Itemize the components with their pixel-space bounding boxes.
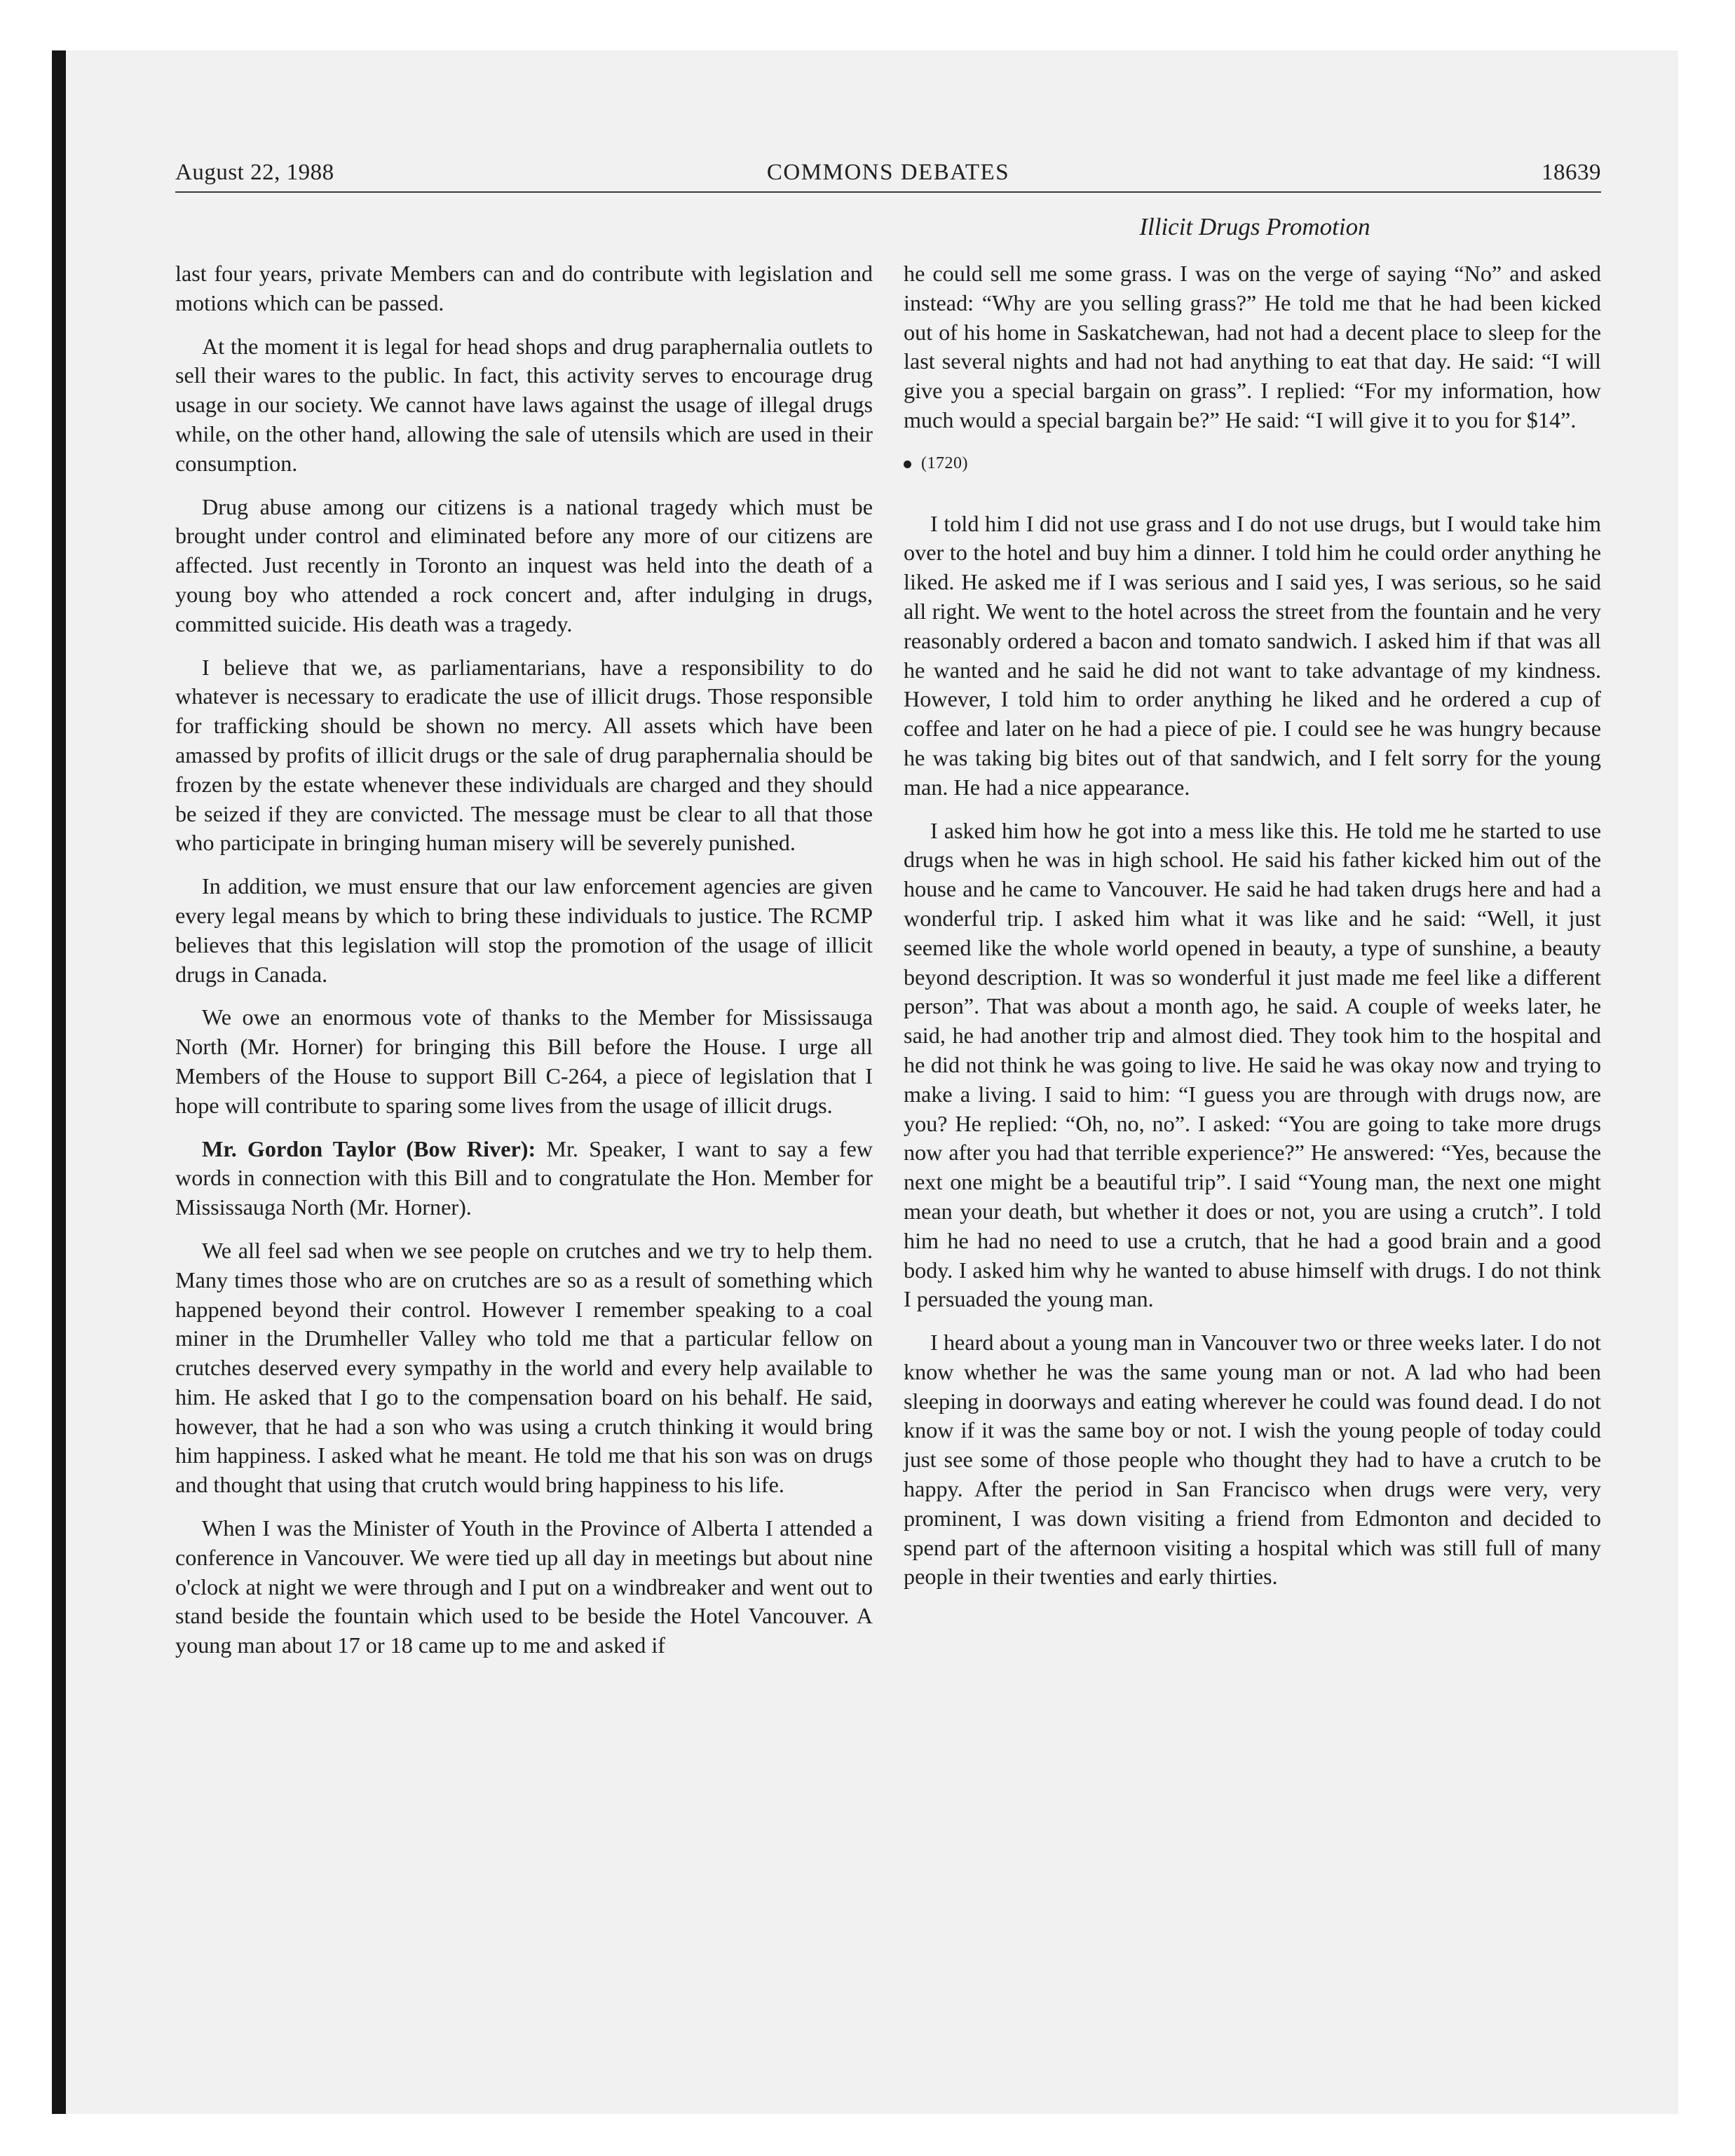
speaker-name: Mr. Gordon Taylor (Bow River): [202,1135,536,1161]
speaker-paragraph [175,1135,873,1222]
time-marker [904,449,1601,479]
header-date: August 22, 1988 [175,160,334,185]
paragraph: In addition, we must ensure that our law enforcement agencies are given every legal means by which to bring these individuals to justice. The RCMP believes that this legislation will stop the promotion of the usage of illicit drugs in Canada. [175,873,873,987]
right-column [904,259,1601,1606]
paragraph: I told him I did not use grass and I do not use drugs, but I would take him over to the hotel and buy him a dinner. I told him he could order anything he liked. He asked me if I was serious and I said yes, I was serious, so he said all right. We went to the hotel across the street from the fountain and he very reasonably ordered a bacon and tomato sandwich. I asked him if that was all he wanted and he said he did not want to take advantage of my kindness. However, I told him to order anything he liked and he ordered a cup of coffee and later on he had a piece of pie. I could see he was hungry because he was taking big bites out of that sandwich, and I felt sorry for the young man. He had a nice appearance. [904,510,1601,800]
scan-edge-bar [52,50,66,2114]
bullet-icon [904,460,911,468]
paragraph: he could sell me some grass. I was on the verge of saying “No” and asked instead: “Why are you selling grass?” He told me that he had been kicked out of his home in Saskatchewan, had not had a decent place to sleep for the last several nights and had not had anything to eat that day. He said: “I will give you a special bargain on grass”. I replied: “For my information, how much would a special bargain be?” He said: “I will give it to you for $14”. [904,261,1601,432]
scan-top-margin [0,0,1735,53]
speaker-text: Mr. Speaker, I want to say a few words in connection with this Bill and to congratulate the Hon. Member for Mississauga North (Mr. Horner). [175,1135,873,1220]
running-head: Illicit Drugs Promotion [1139,213,1370,240]
paragraph: We owe an enormous vote of thanks to the Member for Mississauga North (Mr. Horner) for bringing this Bill before the House. I urge all Members of the House to support Bill C-264, a piece of legislation that I hope will contribute to sparing some lives from the usage of illicit drugs. [175,1004,873,1118]
page-header [175,160,1601,195]
paragraph: When I was the Minister of Youth in the Province of Alberta I attended a conference in Vancouver. We were tied up all day in meetings but about nine o'clock at night we were through and I put on a windbreaker and went out to stand beside the fountain which used to be beside the Hotel Vancouver. A young man about 17 or 18 came up to me and asked if [175,1515,873,1658]
paragraph: I heard about a young man in Vancouver two or three weeks later. I do not know whether he was the same young man or not. A lad who had been sleeping in doorways and eating wherever he could was found dead. I do not know if it was the same boy or not. I wish the young people of today could just see some of those people who thought they had to have a crutch to be happy. After the period in San Francisco when drugs were very, very prominent, I was down visiting a friend from Edmonton and decided to spend part of the afternoon visiting a hospital which was still full of many people in their twenties and early thirties. [904,1330,1601,1590]
paragraph: Drug abuse among our citizens is a national tragedy which must be brought under control and eliminated before any more of our citizens are affected. Just recently in Toronto an inquest was held into the death of a young boy who attended a rock concert and, after indulging in drugs, committed suicide. His death was a tragedy. [175,493,873,636]
header-page-number: 18639 [1542,160,1601,185]
paragraph: At the moment it is legal for head shops and drug paraphernalia outlets to sell their wares to the public. In fact, this activity serves to encourage drug usage in our society. We cannot have laws against the usage of illegal drugs while, on the other hand, allowing the sale of utensils which are used in their consumption. [175,333,873,476]
paragraph: I asked him how he got into a mess like this. He told me he started to use drugs when he was in high school. He said his father kicked him out of the house and he came to Vancouver. He said he had taken drugs here and had a wonderful trip. I asked him what it was like and he said: “Well, it just seemed like the whole world opened in beauty, a type of sunshine, a beauty beyond description. It was so wonderful it just made me feel like a different person”. That was about a month ago, he said. A couple of weeks later, he said, he had another trip and almost died. They took him to the hospital and he did not think he was going to live. He said he was okay now and trying to make a living. I said to him: “I guess you are through with drugs now, are you? He replied: “Oh, no, no”. I asked: “You are going to take more drugs now after you had that terrible experience?” He answered: “Yes, because the next one might be a beautiful trip”. I said “Young man, the next one might mean your death, but whether it does or not, you are using a crutch”. I told him he had no need to use a crutch, that he had a good brain and a good body. I asked him why he wanted to abuse himself with drugs. I do not think I persuaded the young man. [904,817,1601,1312]
paragraph: We all feel sad when we see people on crutches and we try to help them. Many times those who are on crutches are so as a result of something which happened beyond their control. However I remember speaking to a coal miner in the Drumheller Valley who told me that a particular fellow on crutches deserved every sympathy in the world and every help available to him. He asked that I go to the compensation board on his behalf. He said, however, that he had a son who was using a crutch thinking it would bring him happiness. I asked what he meant. He told me that his son was on drugs and thought that using that crutch would bring happiness to his life. [175,1237,873,1498]
header-rule [175,191,1601,193]
left-column [175,259,873,1674]
header-publication: COMMONS DEBATES [766,160,1010,185]
paragraph: I believe that we, as parliamentarians, have a responsibility to do whatever is necessary to eradicate the use of illicit drugs. Those responsible for trafficking should be shown no mercy. All assets which have been amassed by profits of illicit drugs or the sale of drug paraphernalia should be frozen by the estate whenever these individuals are charged and they should be seized if they are convicted. The message must be clear to all that those who participate in bringing human misery will be severely punished. [175,654,873,856]
time-marker-text: (1720) [921,453,968,472]
paragraph: last four years, private Members can and do contribute with legislation and motions which can be passed. [175,261,873,315]
